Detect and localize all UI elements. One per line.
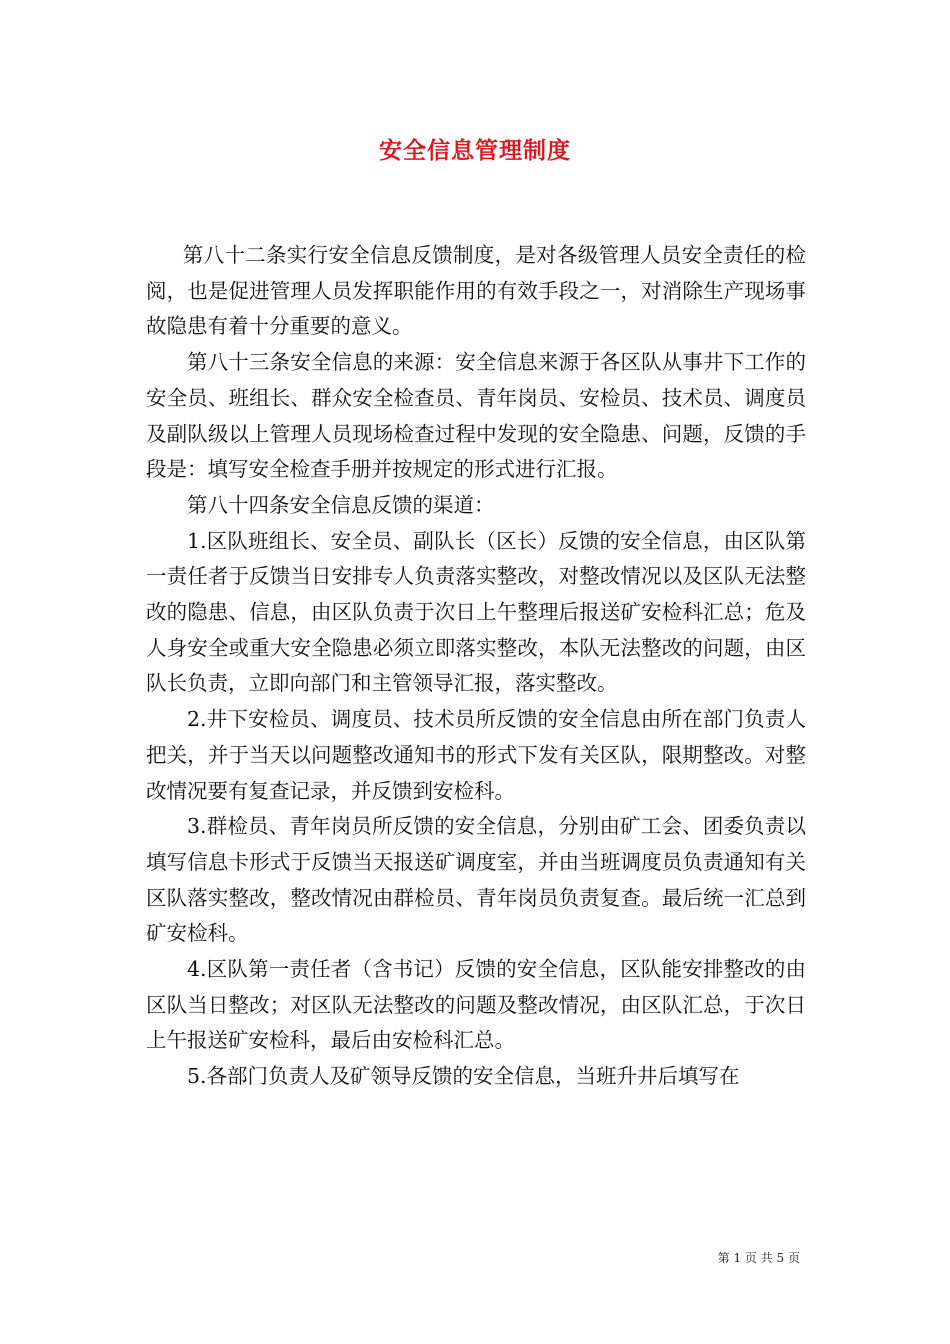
paragraph-article-82: 第八十二条实行安全信息反馈制度，是对各级管理人员安全责任的检阅，也是促进管理人员发挥职能作用的有效手段之一，对消除生产现场事故隐患有着十分重要的意义。 — [146, 243, 806, 339]
paragraph-article-83: 第八十三条安全信息的来源：安全信息来源于各区队从事井下工作的安全员、班组长、群众安全检查员、青年岗员、安检员、技术员、调度员及副队级以上管理人员现场检查过程中发现的安全隐患、问题，反馈的手段是：填写安全检查手册并按规定的形式进行汇报。 — [146, 350, 806, 482]
paragraph-item-5: 5.各部门负责人及矿领导反馈的安全信息，当班升井后填写在 — [187, 1064, 740, 1089]
page-number: 第 1 页 共 5 页 — [717, 1251, 800, 1265]
document-body — [146, 238, 806, 1095]
document-title: 安全信息管理制度 — [379, 137, 571, 164]
paragraph-item-3: 3.群检员、青年岗员所反馈的安全信息，分别由矿工会、团委负责以填写信息卡形式于反馈当天报送矿调度室，并由当班调度员负责通知有关区队落实整改，整改情况由群检员、青年岗员负责复查。最后统一汇总到矿安检科。 — [146, 814, 806, 946]
paragraph-item-4: 4.区队第一责任者（含书记）反馈的安全信息，区队能安排整改的由区队当日整改；对区队无法整改的问题及整改情况，由区队汇总，于次日上午报送矿安检科，最后由安检科汇总。 — [146, 957, 806, 1053]
paragraph-item-1: 1.区队班组长、安全员、副队长（区长）反馈的安全信息，由区队第一责任者于反馈当日安排专人负责落实整改，对整改情况以及区队无法整改的隐患、信息，由区队负责于次日上午整理后报送矿安检科汇总；危及人身安全或重大安全隐患必须立即落实整改，本队无法整改的问题，由区队长负责，立即向部门和主管领导汇报，落实整改。 — [146, 528, 806, 696]
paragraph-article-84: 第八十四条安全信息反馈的渠道： — [187, 492, 495, 517]
paragraph-item-2: 2.井下安检员、调度员、技术员所反馈的安全信息由所在部门负责人把关，并于当天以问题整改通知书的形式下发有关区队，限期整改。对整改情况要有复查记录，并反馈到安检科。 — [146, 707, 806, 803]
